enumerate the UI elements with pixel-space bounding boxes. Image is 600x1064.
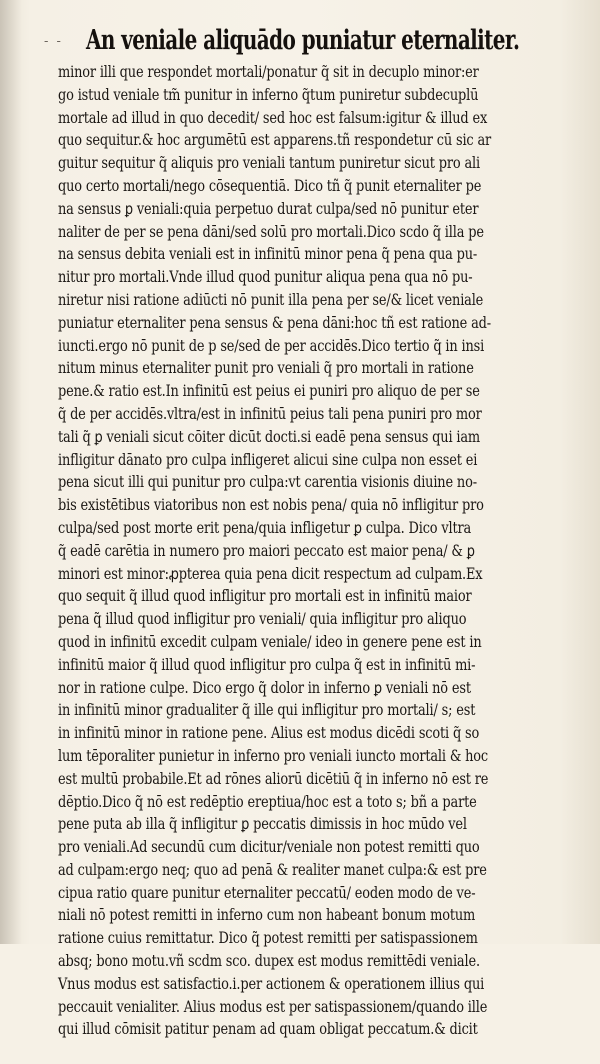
text-line: guitur sequitur q̃ aliquis pro veniali tantum puniretur sicut pro ali bbox=[58, 154, 481, 173]
text-line: q̃ eadē carētia in numero pro maiori peccato est maior pena/ & ꝑ bbox=[58, 541, 475, 560]
text-line: qui illud cōmisit patitur penam ad quam obligat peccatum.& dicit bbox=[58, 1020, 478, 1039]
text-line: quod in infinitū excedit culpam veniale/ ideo in genere pene est in bbox=[58, 632, 482, 651]
text-line: nitum minus eternaliter punit pro veniali q̃ pro mortali in ratione bbox=[58, 359, 474, 378]
text-line bbox=[58, 1041, 476, 1064]
text-line: lum tēporaliter punietur in inferno pro veniali iuncto mortali & hoc bbox=[58, 746, 488, 765]
binding-shadow bbox=[0, 0, 22, 944]
text-line: quo certo mortali/nego cōsequentiā. Dico tñ q̃ punit eternaliter pe bbox=[58, 176, 482, 195]
text-line: quo sequit q̃ illud quod infligitur pro mortali est in infinitū maior bbox=[58, 587, 472, 606]
text-line: pena sicut illi qui punitur pro culpa:vt carentia visionis diuine no- bbox=[58, 473, 477, 492]
text-line: iuncti.ergo nō punit de p se/sed de per accidēs.Dico tertio q̃ in insi bbox=[58, 336, 485, 355]
text-line: go istud veniale tm̃ punitur in inferno q̃tum puniretur subdecuplū bbox=[58, 85, 479, 104]
text-line: puniatur eternaliter pena sensus & pena dāni:hoc tñ est ratione ad- bbox=[58, 313, 491, 332]
text-line: infligitur dānato pro culpa infligeret alicui sine culpa non esset ei bbox=[58, 450, 478, 469]
text-line: nor in ratione culpe. Dico ergo q̃ dolor in inferno ꝑ veniali nō est bbox=[58, 678, 471, 697]
text-line: pene.& ratio est.In infinitū est peius ei puniri pro aliquo de per se bbox=[58, 382, 480, 401]
text-line: peccauit venialiter. Alius modus est per satispassionem/quando ille bbox=[58, 997, 488, 1016]
text-block bbox=[58, 61, 558, 1064]
text-line: na sensus ꝑ veniali:quia perpetuo durat culpa/sed nō punitur eter bbox=[58, 199, 479, 218]
text-line: absq; bono motu.vñ scdm sco. dupex est modus remittēdi veniale. bbox=[58, 952, 480, 971]
text-line: est multū probabile.Et ad rōnes aliorū dicētiū q̃ in inferno nō est re bbox=[58, 769, 489, 788]
text-line: dēptio.Dico q̃ nō est redēptio ereptiua/hoc est a toto s; bñ a parte bbox=[58, 792, 477, 811]
text-line: niali nō potest remitti in inferno cum non habeant bonum motum bbox=[58, 906, 476, 925]
text-line: infinitū maior q̃ illud quod infligitur pro culpa q̃ est in infinitū mi- bbox=[58, 655, 476, 674]
text-line: q̃ de per accidēs.vltra/est in infinitū peius tali pena puniri pro mor bbox=[58, 404, 482, 423]
text-line: minor illi que respondet mortali/ponatur q̃ sit in decuplo minor:er bbox=[58, 63, 479, 81]
text-line: ad culpam:ergo neq; quo ad penā & realiter manet culpa:& est pre bbox=[58, 860, 487, 879]
text-line: na sensus debita veniali est in infinitū minor pena q̃ pena qua pu- bbox=[58, 245, 478, 264]
text-line: pro veniali.Ad secundū cum dicitur/veniale non potest remitti quo bbox=[58, 838, 480, 857]
text-line: pena q̃ illud quod infligitur pro veniali/ quia infligitur pro aliquo bbox=[58, 610, 467, 629]
text-line: in infinitū minor in ratione pene. Alius est modus dicēdi scoti q̃ so bbox=[58, 724, 480, 743]
text-line: ratione cuius remittatur. Dico q̃ potest remitti per satispassionem bbox=[58, 929, 478, 948]
text-line: tali q̃ ꝑ veniali sicut cōiter dicūt docti.si eadē pena sensus qui iam bbox=[58, 427, 481, 446]
text-line: in infinitū minor gradualiter q̃ ille qui infligitur pro mortali/ s; est bbox=[58, 701, 476, 720]
text-line: pene puta ab illa q̃ infligitur ꝑ peccatis dimissis in hoc mūdo vel bbox=[58, 815, 467, 834]
marginal-mark: - - bbox=[44, 34, 63, 49]
page-heading: An veniale aliquādo puniatur eternaliter. bbox=[86, 25, 520, 56]
text-line: culpa/sed post morte erit pena/quia infligetur ꝑ culpa. Dico vltra bbox=[58, 518, 472, 537]
text-line: bis existētibus viatoribus non est nobis pena/ quia nō infligitur pro bbox=[58, 496, 484, 515]
text-line: quo sequitur.& hoc argumētū est apparens.tñ respondetur cū sic ar bbox=[58, 131, 492, 150]
text-line: mortale ad illud in quo decedit/ sed hoc est falsum:igitur & illud ex bbox=[58, 108, 488, 127]
text-line: minori est minor:ꝓpterea quia pena dicit respectum ad culpam.Ex bbox=[58, 564, 483, 583]
text-line: cipua ratio quare punitur eternaliter peccatū/ eoden modo de ve- bbox=[58, 883, 476, 902]
text-line: nitur pro mortali.Vnde illud quod punitur aliqua pena qua nō pu- bbox=[58, 268, 473, 287]
text-line: naliter de per se pena dāni/sed solū pro mortali.Dico scdo q̃ illa pe bbox=[58, 222, 484, 241]
text-line: Vnus modus est satisfactio.i.per actionem & operationem illius qui bbox=[58, 974, 485, 993]
text-line: niretur nisi ratione adiūcti nō punit illa pena per se/& licet veniale bbox=[58, 290, 484, 309]
